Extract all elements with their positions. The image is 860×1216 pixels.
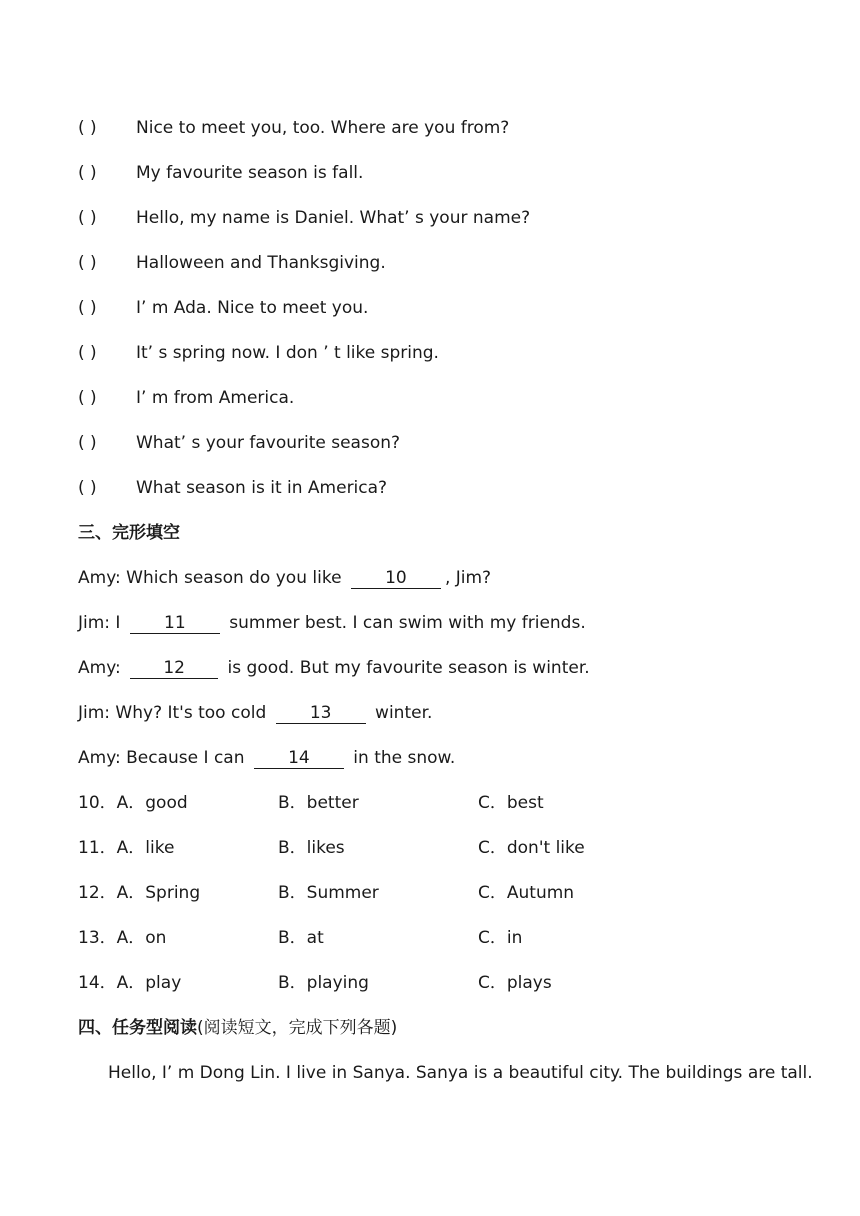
matching-text: What’ s your favourite season? — [136, 433, 401, 453]
answer-paren[interactable]: ( ) — [78, 433, 97, 453]
section-heading-instruction: (阅读短文，完成下列各题) — [197, 1018, 398, 1038]
option-b[interactable]: B．Summer — [278, 883, 379, 903]
matching-item — [78, 161, 363, 185]
answer-paren[interactable]: ( ) — [78, 118, 97, 138]
dialogue-text: Amy: Which season do you like — [78, 568, 347, 588]
matching-text: I’ m Ada. Nice to meet you. — [136, 298, 369, 318]
answer-paren[interactable]: ( ) — [78, 163, 97, 183]
dialogue-text: Jim: Why? It's too cold — [78, 703, 272, 723]
answer-paren[interactable]: ( ) — [78, 253, 97, 273]
option-b[interactable]: B．playing — [278, 973, 369, 993]
matching-text: It’ s spring now. I don ’ t like spring. — [136, 343, 439, 363]
option-a[interactable]: 10．A．good — [78, 793, 188, 813]
option-c[interactable]: C．plays — [478, 973, 552, 993]
option-a[interactable]: 14．A．play — [78, 973, 182, 993]
matching-item — [78, 251, 386, 275]
matching-text: I’ m from America. — [136, 388, 295, 408]
dialogue-text: , Jim? — [444, 568, 492, 588]
dialogue-line — [78, 701, 432, 725]
dialogue-text: Jim: I — [78, 613, 126, 633]
cloze-blank[interactable]: 11 — [130, 613, 220, 634]
section-heading — [78, 1016, 397, 1040]
matching-item — [78, 386, 294, 410]
matching-item — [78, 341, 439, 365]
dialogue-text: is good. But my favourite season is winter. — [222, 658, 590, 678]
matching-item — [78, 431, 400, 455]
dialogue-line — [78, 746, 455, 770]
matching-text: What season is it in America? — [136, 478, 388, 498]
matching-item — [78, 476, 387, 500]
option-c[interactable]: C．don't like — [478, 838, 585, 858]
option-b[interactable]: B．likes — [278, 838, 345, 858]
cloze-blank[interactable]: 13 — [276, 703, 366, 724]
matching-item — [78, 206, 530, 230]
option-a[interactable]: 13．A．on — [78, 928, 167, 948]
matching-text: Halloween and Thanksgiving. — [136, 253, 386, 273]
option-a[interactable]: 11．A．like — [78, 838, 175, 858]
dialogue-text: in the snow. — [347, 748, 456, 768]
answer-paren[interactable]: ( ) — [78, 343, 97, 363]
option-b[interactable]: B．at — [278, 928, 324, 948]
answer-paren[interactable]: ( ) — [78, 388, 97, 408]
cloze-blank[interactable]: 10 — [351, 568, 441, 589]
dialogue-text: winter. — [369, 703, 433, 723]
answer-paren[interactable]: ( ) — [78, 298, 97, 318]
matching-text: Nice to meet you, too. Where are you from? — [136, 118, 510, 138]
dialogue-line — [78, 611, 586, 635]
reading-paragraph: Hello, I’ m Dong Lin. I live in Sanya. Sanya is a beautiful city. The buildings are tall. — [108, 1063, 813, 1083]
matching-item — [78, 116, 509, 140]
cloze-blank[interactable]: 12 — [130, 658, 218, 679]
option-c[interactable]: C．in — [478, 928, 523, 948]
section-heading: 三、完形填空 — [78, 523, 180, 543]
dialogue-text: Amy: Because I can — [78, 748, 250, 768]
option-c[interactable]: C．best — [478, 793, 544, 813]
dialogue-text: Amy: — [78, 658, 127, 678]
option-b[interactable]: B．better — [278, 793, 359, 813]
matching-text: Hello, my name is Daniel. What’ s your name? — [136, 208, 531, 228]
dialogue-line — [78, 656, 590, 680]
section-heading-title: 四、任务型阅读 — [78, 1018, 197, 1038]
dialogue-text: summer best. I can swim with my friends. — [223, 613, 586, 633]
cloze-blank[interactable]: 14 — [254, 748, 344, 769]
answer-paren[interactable]: ( ) — [78, 478, 97, 498]
answer-paren[interactable]: ( ) — [78, 208, 97, 228]
dialogue-line — [78, 566, 491, 590]
matching-text: My favourite season is fall. — [136, 163, 364, 183]
option-a[interactable]: 12．A．Spring — [78, 883, 201, 903]
option-c[interactable]: C．Autumn — [478, 883, 575, 903]
matching-item — [78, 296, 368, 320]
